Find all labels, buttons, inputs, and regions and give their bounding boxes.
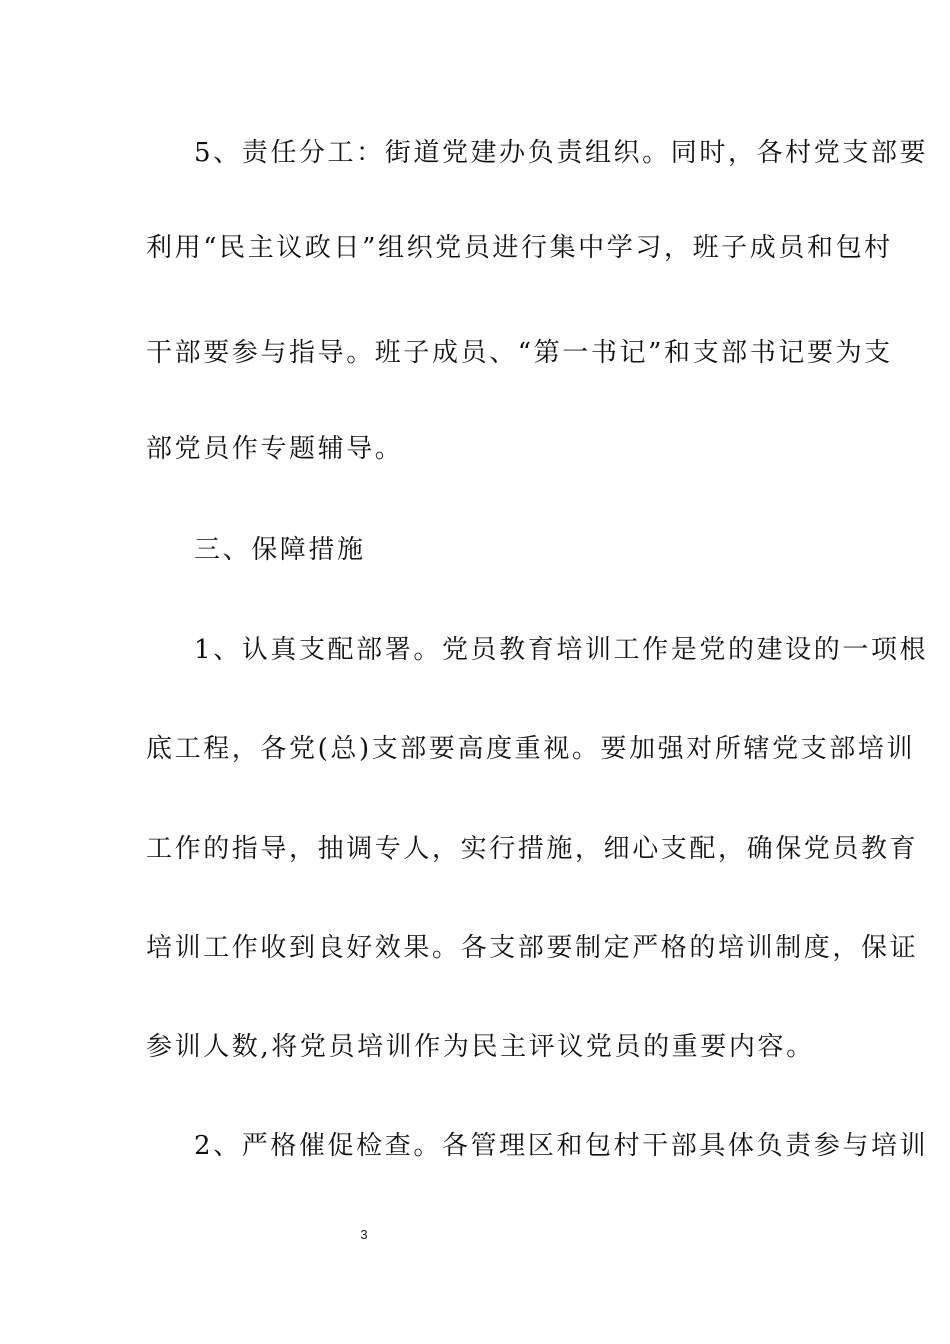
paragraph-line: 利用“民主议政日”组织党员进行集中学习，班子成员和包村 xyxy=(146,233,893,263)
paragraph-line: 干部要参与指导。班子成员、“第一书记”和支部书记要为支 xyxy=(146,338,893,368)
section-heading: 三、保障措施 xyxy=(194,535,366,565)
paragraph-line: 部党员作专题辅导。 xyxy=(146,434,404,464)
paragraph-line: 2、严格催促检查。各管理区和包村干部具体负责参与培训 xyxy=(194,1131,929,1161)
paragraph-line: 工作的指导，抽调专人，实行措施，细心支配，确保党员教育 xyxy=(146,834,919,864)
paragraph-line: 1、认真支配部署。党员教育培训工作是党的建设的一项根 xyxy=(194,635,929,665)
page-number: 3 xyxy=(360,1227,368,1242)
paragraph-line: 参训人数,将党员培训作为民主评议党员的重要内容。 xyxy=(146,1032,815,1062)
paragraph-line: 底工程，各党(总)支部要高度重视。要加强对所辖党支部培训 xyxy=(146,734,916,764)
paragraph-line: 培训工作收到良好效果。各支部要制定严格的培训制度，保证 xyxy=(146,933,919,963)
paragraph-line: 5、责任分工：街道党建办负责组织。同时，各村党支部要 xyxy=(194,138,929,168)
